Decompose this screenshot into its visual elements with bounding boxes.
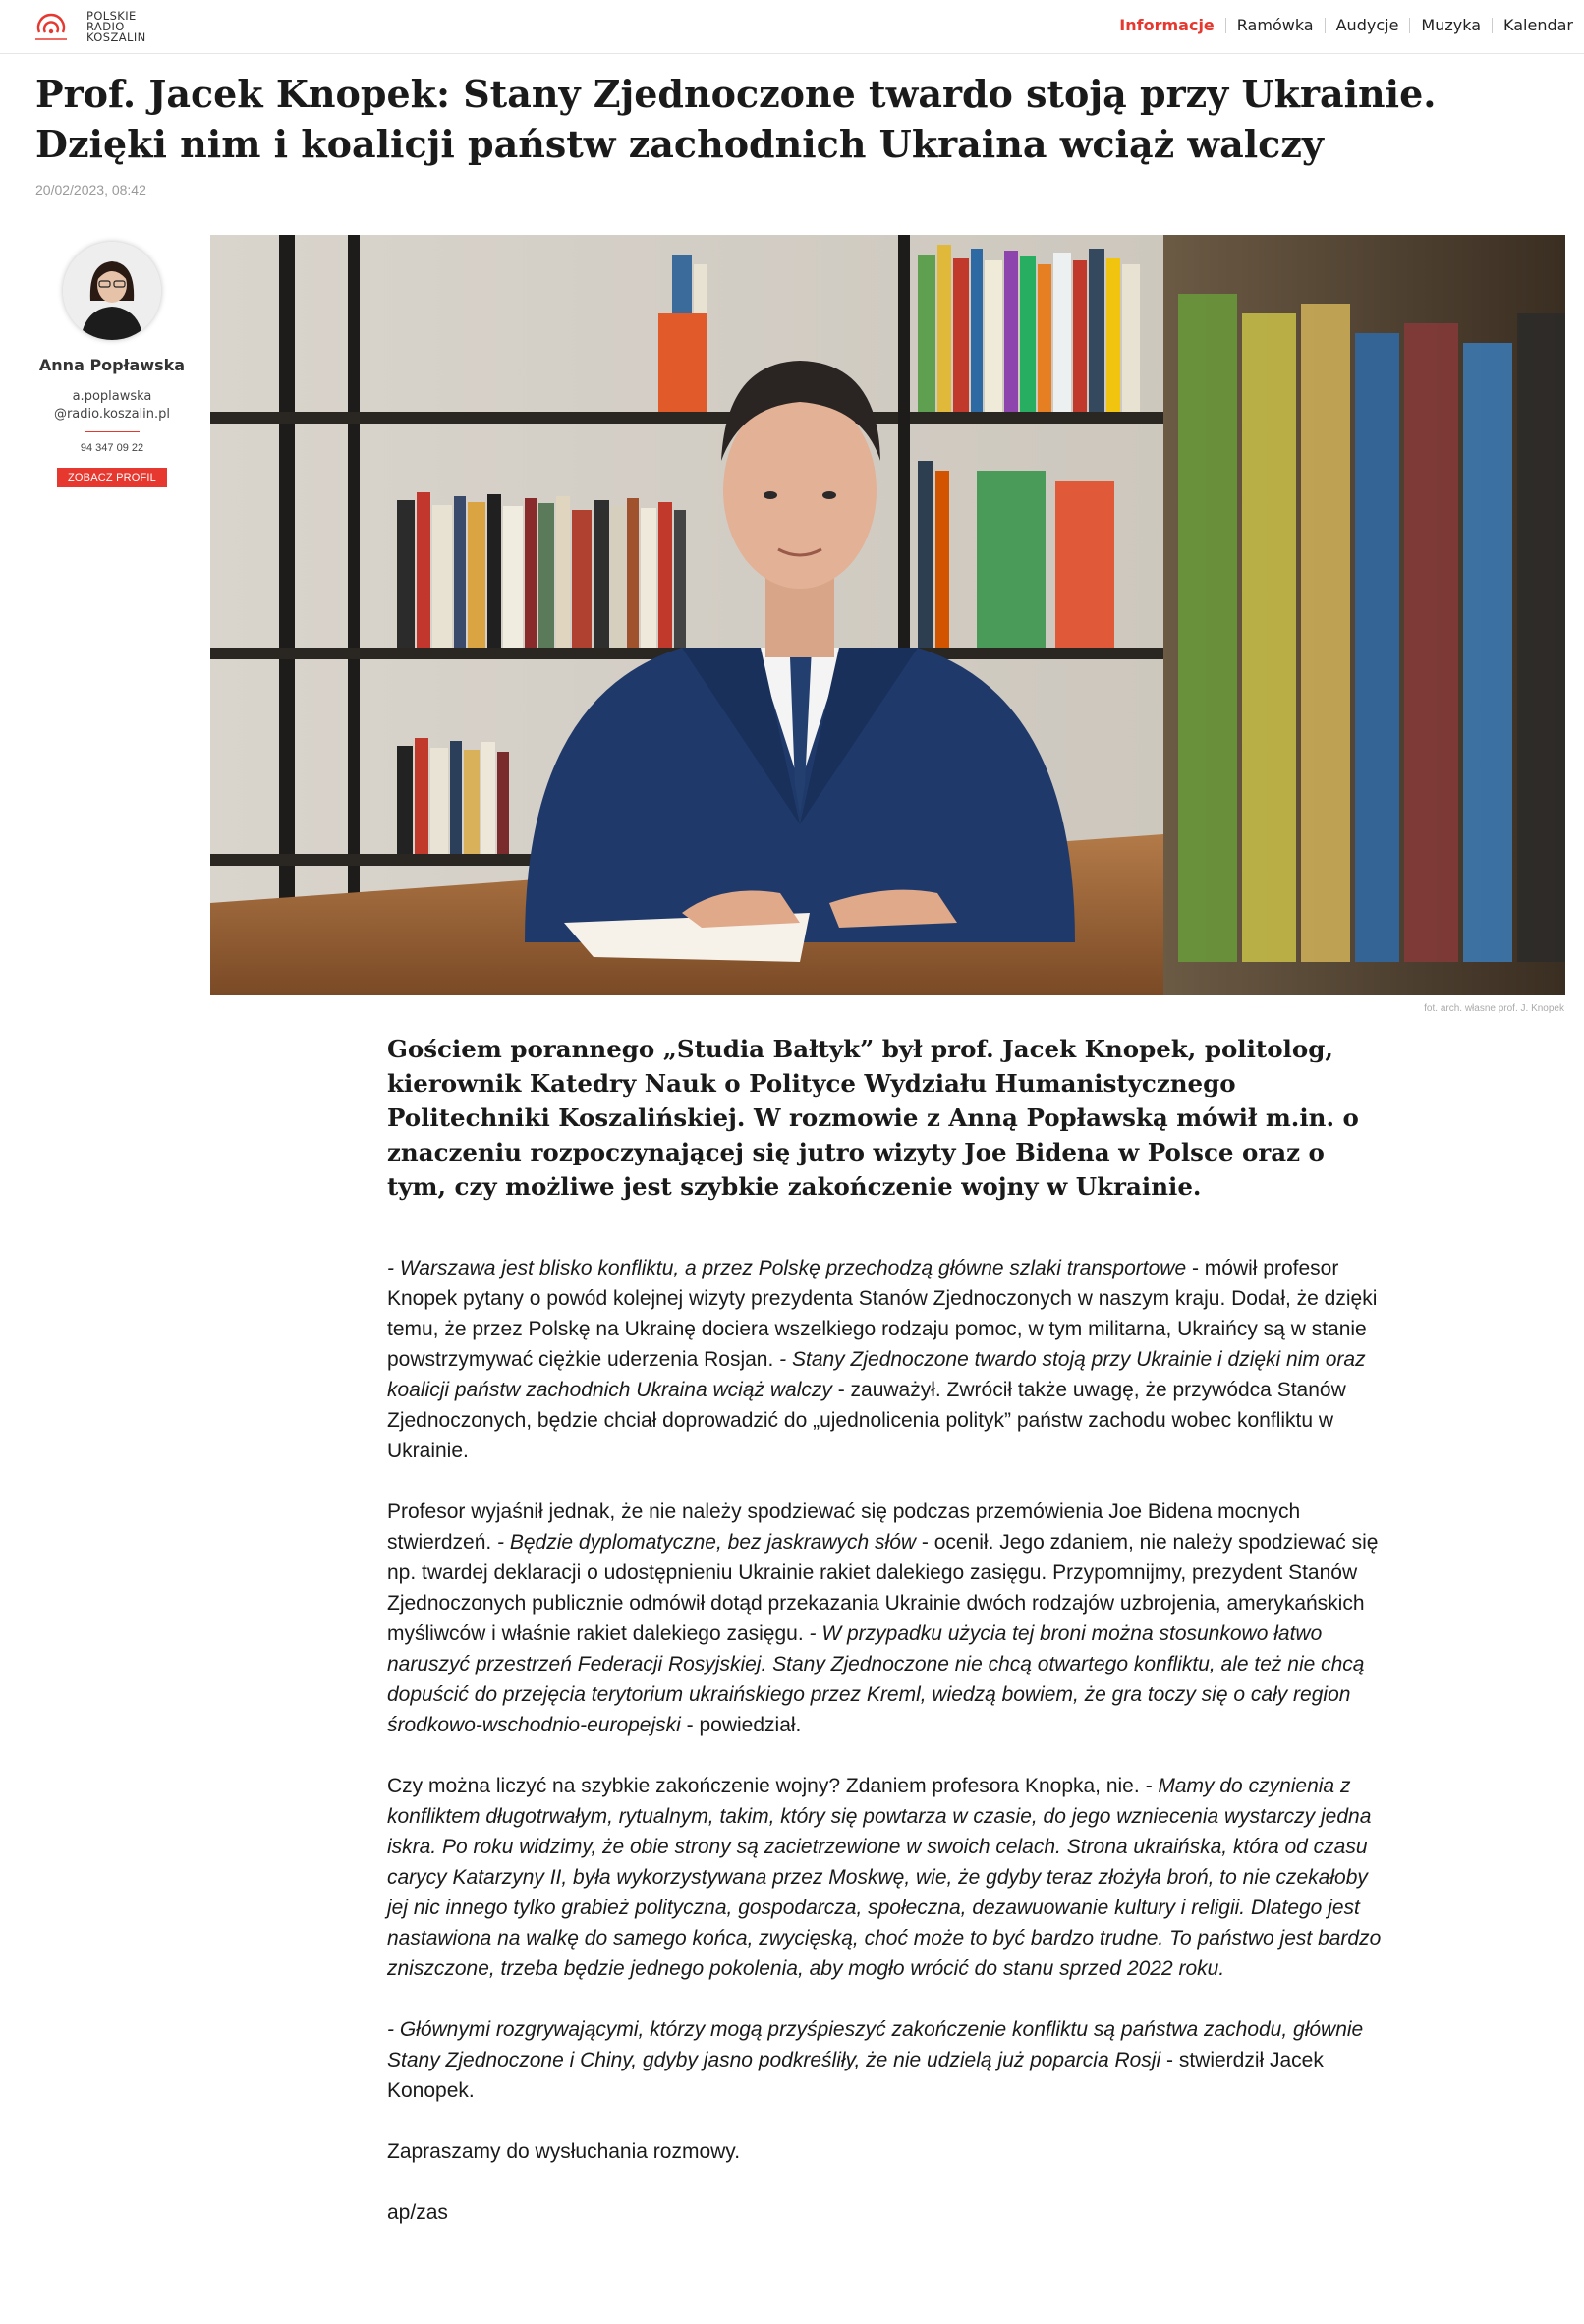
text-segment: Czy można liczyć na szybkie zakończenie wojny? Zdaniem profesora Knopka, nie. [387,1775,1146,1797]
quote-segment: - Mamy do czynienia z konfliktem długotrwałym, rytualnym, takim, który się powtarza w czasie, do jego wzniecenia wystarczy jedna iskra. Po roku widzimy, że obie strony są zacietrzewione w swoich celach. Strona ukraińska, która od czasu carycy Katarzyny II, była wykorzystywana przez Moskwę, wie, że gdyby teraz złożyła broń, to nie czekałoby jej nic innego tylko grabież polityczna, gospodarcza, społeczna, dezawuowanie kultury i religii. Dlatego jest nastawiona na walkę do samego końca, zwycięską, choć może to być bardzo trudne. To państwo jest bardzo zniszczone, trzeba będzie jednego pokolenia, aby mogło wrócić do stanu sprzed 2022 roku. [387,1775,1382,1980]
view-profile-button[interactable]: ZOBACZ PROFIL [57,468,167,487]
article-paragraph [387,2014,1389,2106]
logo-line-2: RADIO [86,20,125,33]
article-photo [210,235,1565,995]
text-segment: - mówił profesor Knopek pytany o powód kolejnej wizyty prezydenta Stanów Zjednoczonych w naszym kraju. Dodał, że dzięki temu, że przez Polskę na Ukrainę dociera wszelkiego rodzaju pomoc, w tym militarna, Ukraińcy są w stanie powstrzymywać ciężkie uderzenia Rosjan. [387,1257,1378,1371]
author-avatar[interactable] [63,242,161,340]
text-segment: - stwierdził Jacek Konopek. [387,2049,1324,2102]
logo-line-1: POLSKIE [86,9,137,23]
article-lead: Gościem porannego „Studia Bałtyk” był prof. Jacek Knopek, politolog, kierownik Katedry Nauk o Polityce Wydziału Humanistycznego Politechniki Koszalińskiej. W rozmowie z Anną Popławską mówił m.in. o znaczeniu rozpoczynającej się jutro wizyty Joe Bidena w Polsce oraz o tym, czy możliwe jest szybkie zakończenie wojny w Ukrainie. [387,1035,1359,1201]
article-body [387,1253,1389,2258]
text-segment: Profesor wyjaśnił jednak, że nie należy spodziewać się podczas przemówienia Joe Bidena mocnych stwierdzeń. [387,1501,1301,1554]
photo-caption: fot. arch. własne prof. J. Knopek [1424,1003,1564,1014]
text-segment: ap/zas [387,2201,448,2224]
nav-audycje[interactable]: Audycje [1325,18,1410,33]
article-paragraph [387,2197,1389,2228]
article-paragraph [387,1497,1389,1740]
nav-informacje[interactable]: Informacje [1119,16,1215,34]
site-header [0,0,1584,54]
radio-waves-logo-icon [33,7,83,44]
nav-kalendar[interactable]: Kalendar [1492,18,1584,33]
quote-segment: - Warszawa jest blisko konfliktu, a przez Polskę przechodzą główne szlaki transportowe [387,1257,1187,1279]
quote-segment: - Głównymi rozgrywającymi, którzy mogą przyśpieszyć zakończenie konfliktu są państwa zachodu, głównie Stany Zjednoczone i Chiny, gdyby jasno podkreśliły, że nie udzielą już poparcia Rosji [387,2018,1364,2071]
main-nav [1108,18,1584,33]
quote-segment: - Stany Zjednoczone twardo stoją przy Ukrainie i dzięki nim oraz koalicji państw zachodnich Ukraina wciąż walczy [387,1348,1366,1401]
site-logo[interactable] [33,7,171,46]
author-card [33,242,191,487]
article-title: Prof. Jacek Knopek: Stany Zjednoczone twardo stoją przy Ukrainie. Dzięki nim i koalicji państw zachodnich Ukraina wciąż walczy [35,72,1437,166]
author-email-domain: @radio.koszalin.pl [53,407,171,422]
text-segment: - zauważył. Zwrócił także uwagę, że przywódca Stanów Zjednoczonych, będzie chciał doprowadzić do „ujednolicenia polityk” państw zachodu wobec konfliktu w Ukrainie. [387,1379,1346,1462]
author-email[interactable] [33,388,191,424]
nav-muzyka[interactable]: Muzyka [1409,18,1492,33]
author-portrait-icon [63,242,161,340]
logo-wordmark [86,11,146,43]
article-paragraph [387,2136,1389,2167]
author-email-user: a.poplawska [72,389,152,404]
author-phone: 94 347 09 22 [80,442,144,454]
text-segment: - powiedział. [680,1714,802,1736]
author-divider [85,431,140,432]
article-paragraph [387,1771,1389,1984]
text-segment: Zapraszamy do wysłuchania rozmowy. [387,2140,741,2163]
logo-line-3: KOSZALIN [86,30,146,44]
author-name: Anna Popławska [38,356,186,374]
nav-ramowka[interactable]: Ramówka [1225,18,1325,33]
quote-segment: - W przypadku użycia tej broni można stosunkowo łatwo naruszyć przestrzeń Federacji Rosyjskiej. Stany Zjednoczone nie chcą otwartego konfliktu, ale też nie chcą dopuścić do przejęcia terytorium ukraińskiego przez Kreml, wiedzą bowiem, że gra toczy się o cały region środkowo-wschodnio-europejski [387,1622,1365,1736]
quote-segment: - Będzie dyplomatyczne, bez jaskrawych słów [497,1531,917,1554]
man-at-desk-photo-icon [210,235,1565,995]
article-paragraph [387,1253,1389,1466]
text-segment: - ocenił. Jego zdaniem, nie należy spodziewać się np. twardej deklaracji o udostępnieniu Ukrainie rakiet dalekiego zasięgu. Przypomnijmy, prezydent Stanów Zjednoczonych publicznie odmówił dotąd przekazania Ukrainie dwóch rodzajów uzbrojenia, amerykańskich myśliwców i właśnie rakiet dalekiego zasięgu. [387,1531,1379,1645]
article-date: 20/02/2023, 08:42 [35,182,146,198]
